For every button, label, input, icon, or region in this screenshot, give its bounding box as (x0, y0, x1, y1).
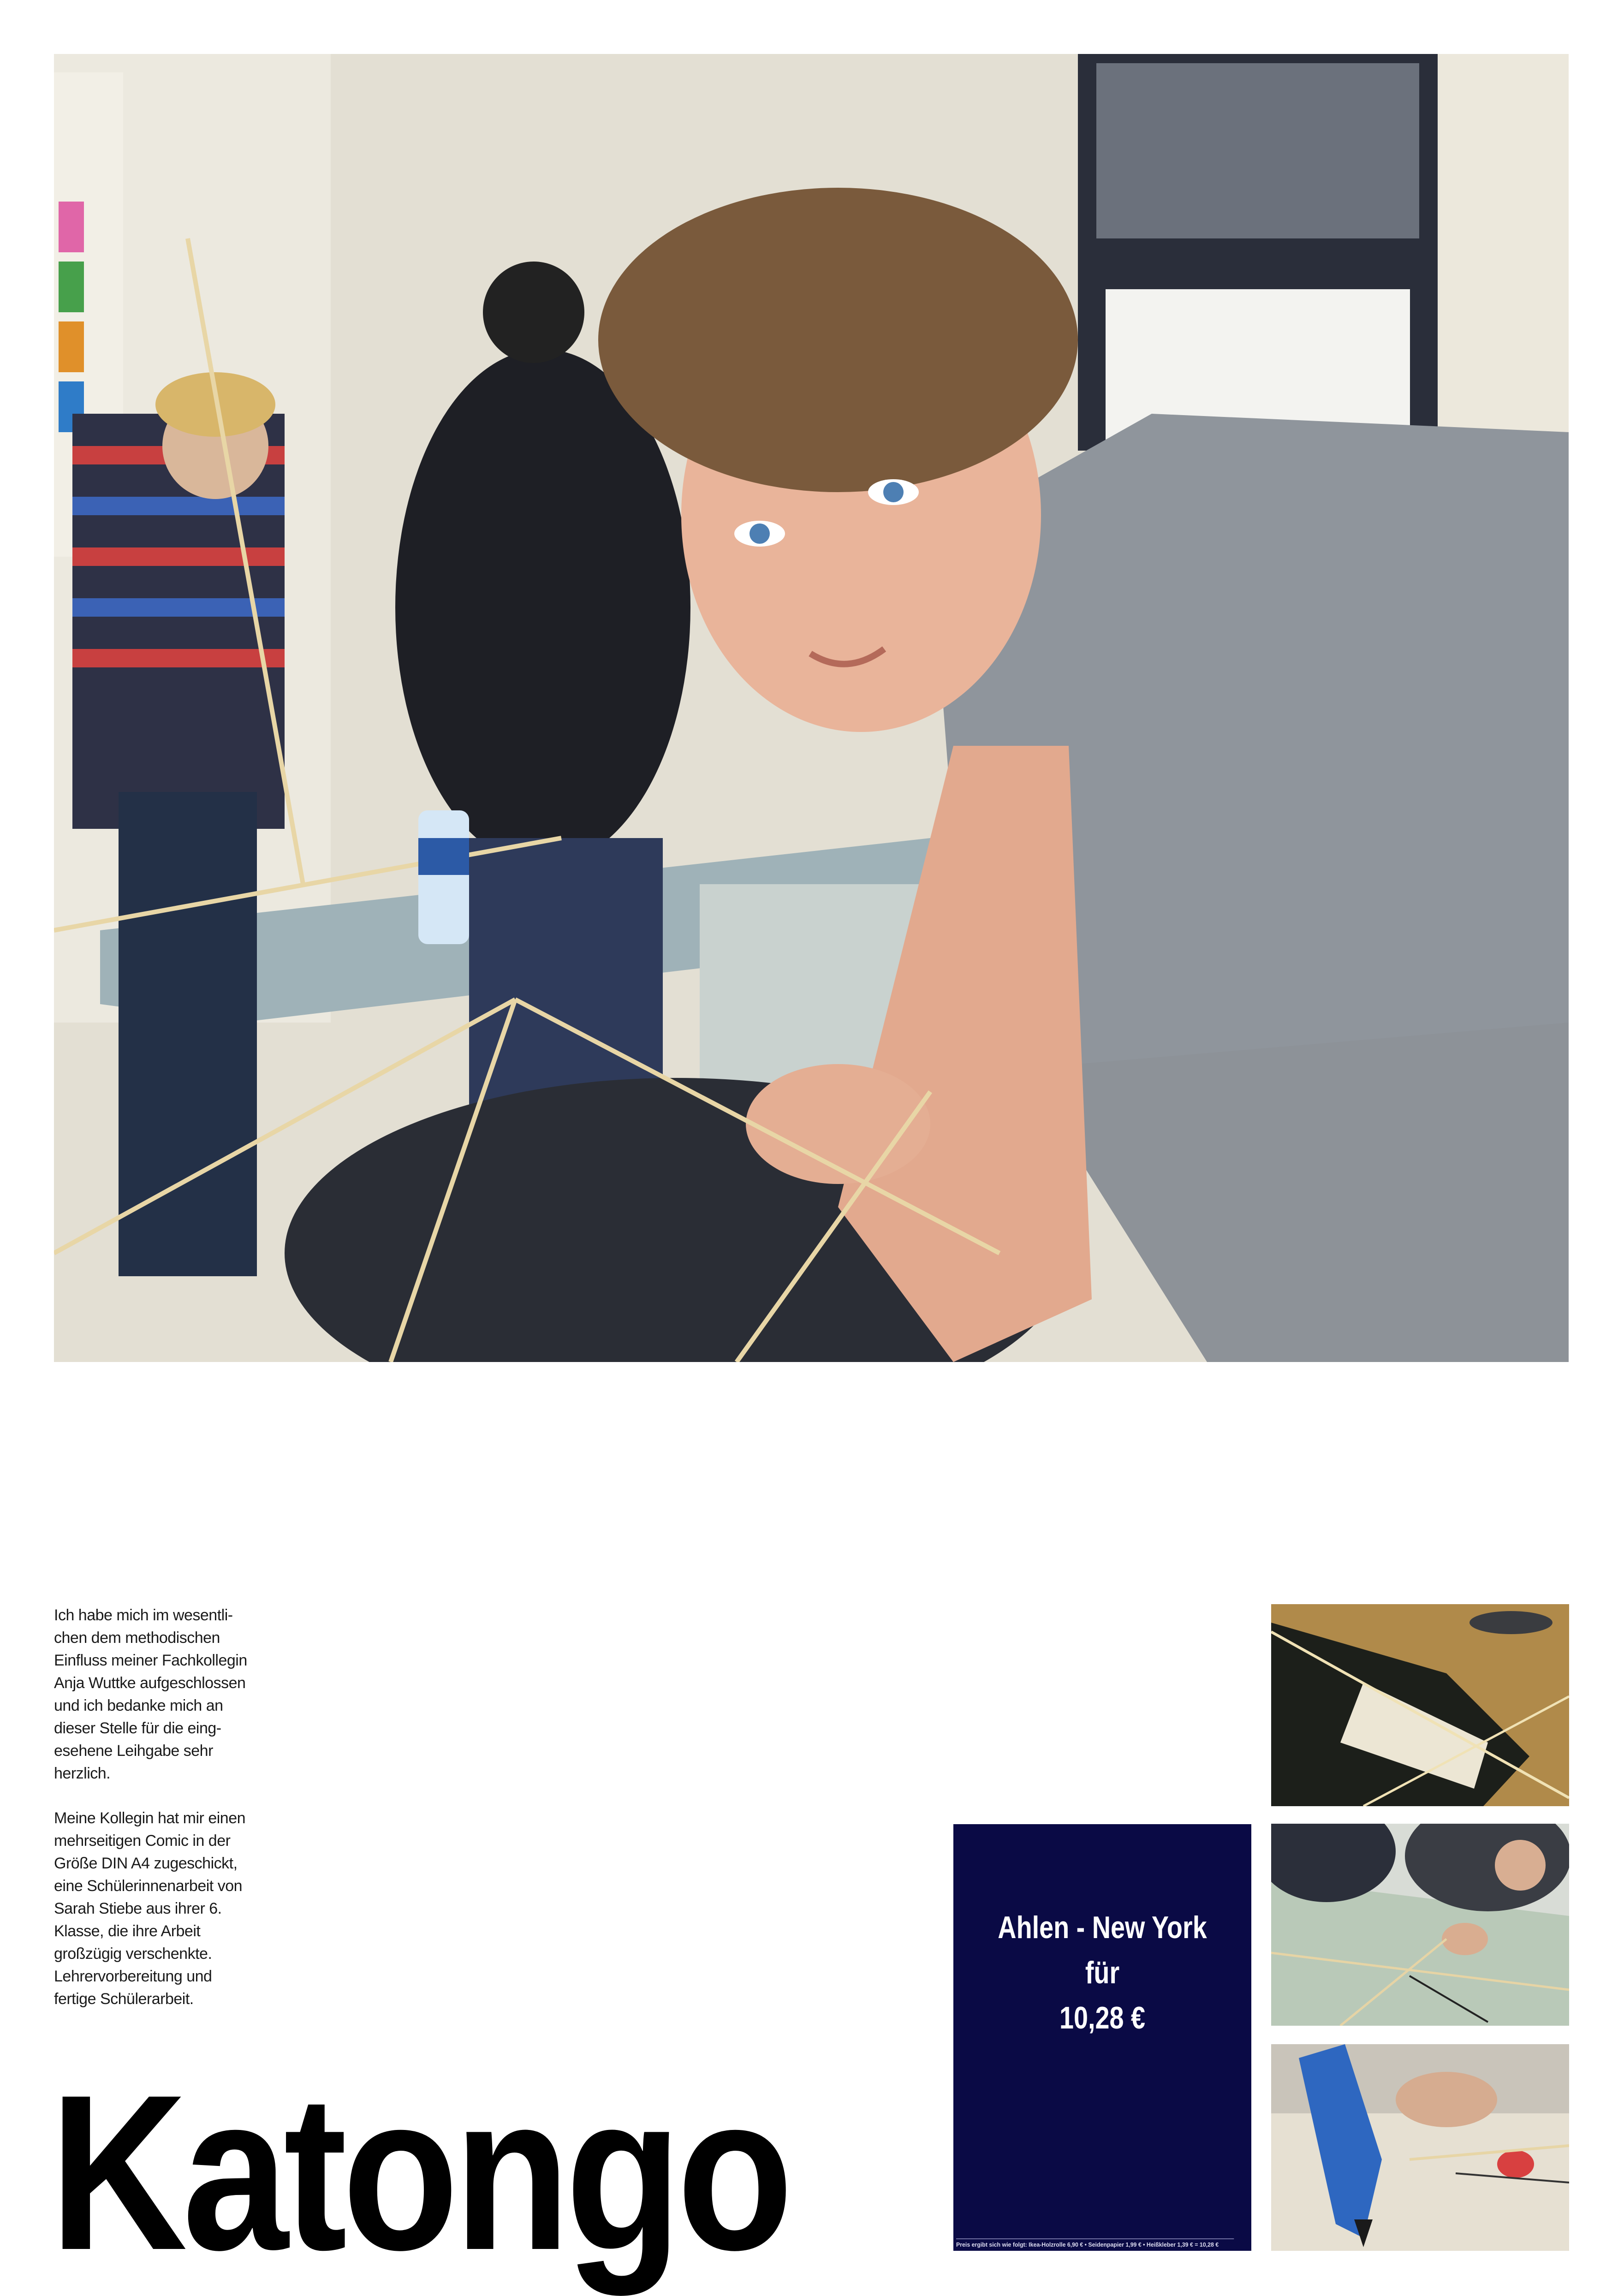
paragraph-2: Meine Kollegin hat mir einen mehrseitigen Comic in der Größe DIN A4 zugeschickt, eine Schülerinnenarbeit von Sarah Stiebe aus ihrer 6. Klasse, die ihre Arbeit großzügig verschenkte. Lehrervorbereitung und fertige Schülerarbeit. (54, 1809, 246, 2008)
thumbnail-3 (1271, 2044, 1569, 2251)
poster-heading (980, 1905, 1225, 2040)
hero-photo (54, 54, 1569, 1362)
paragraph-1: Ich habe mich im wesentli- chen dem methodischen Einfluss meiner Fachkollegin Anja Wuttke aufgeschlossen und ich bedanke mich an dieser Stelle für die eing- esehene Leihgabe sehr herzlich. (54, 1606, 247, 1782)
poster-line-2: für (1085, 1955, 1120, 1990)
students-building-photo-icon (1271, 1824, 1569, 2026)
poster-line-1: Ahlen - New York (998, 1910, 1207, 1945)
body-text (54, 1604, 266, 2033)
thumbnail-2 (1271, 1824, 1569, 2026)
thumbnail-1 (1271, 1604, 1569, 1806)
poster-footnote: Preis ergibt sich wie folgt: Ikea-Holzrolle 6,90 € • Seidenpapier 1,99 € • Heißkleber 1,39 € = 10,28 € (956, 2238, 1234, 2248)
kite-paper-photo-icon (1271, 1604, 1569, 1806)
classroom-photo-icon (54, 54, 1569, 1362)
price-poster (953, 1824, 1251, 2251)
glue-gun-photo-icon (1271, 2044, 1569, 2251)
poster-line-3: 10,28 € (1059, 2000, 1146, 2035)
page-title: Katongo (50, 2048, 789, 2296)
